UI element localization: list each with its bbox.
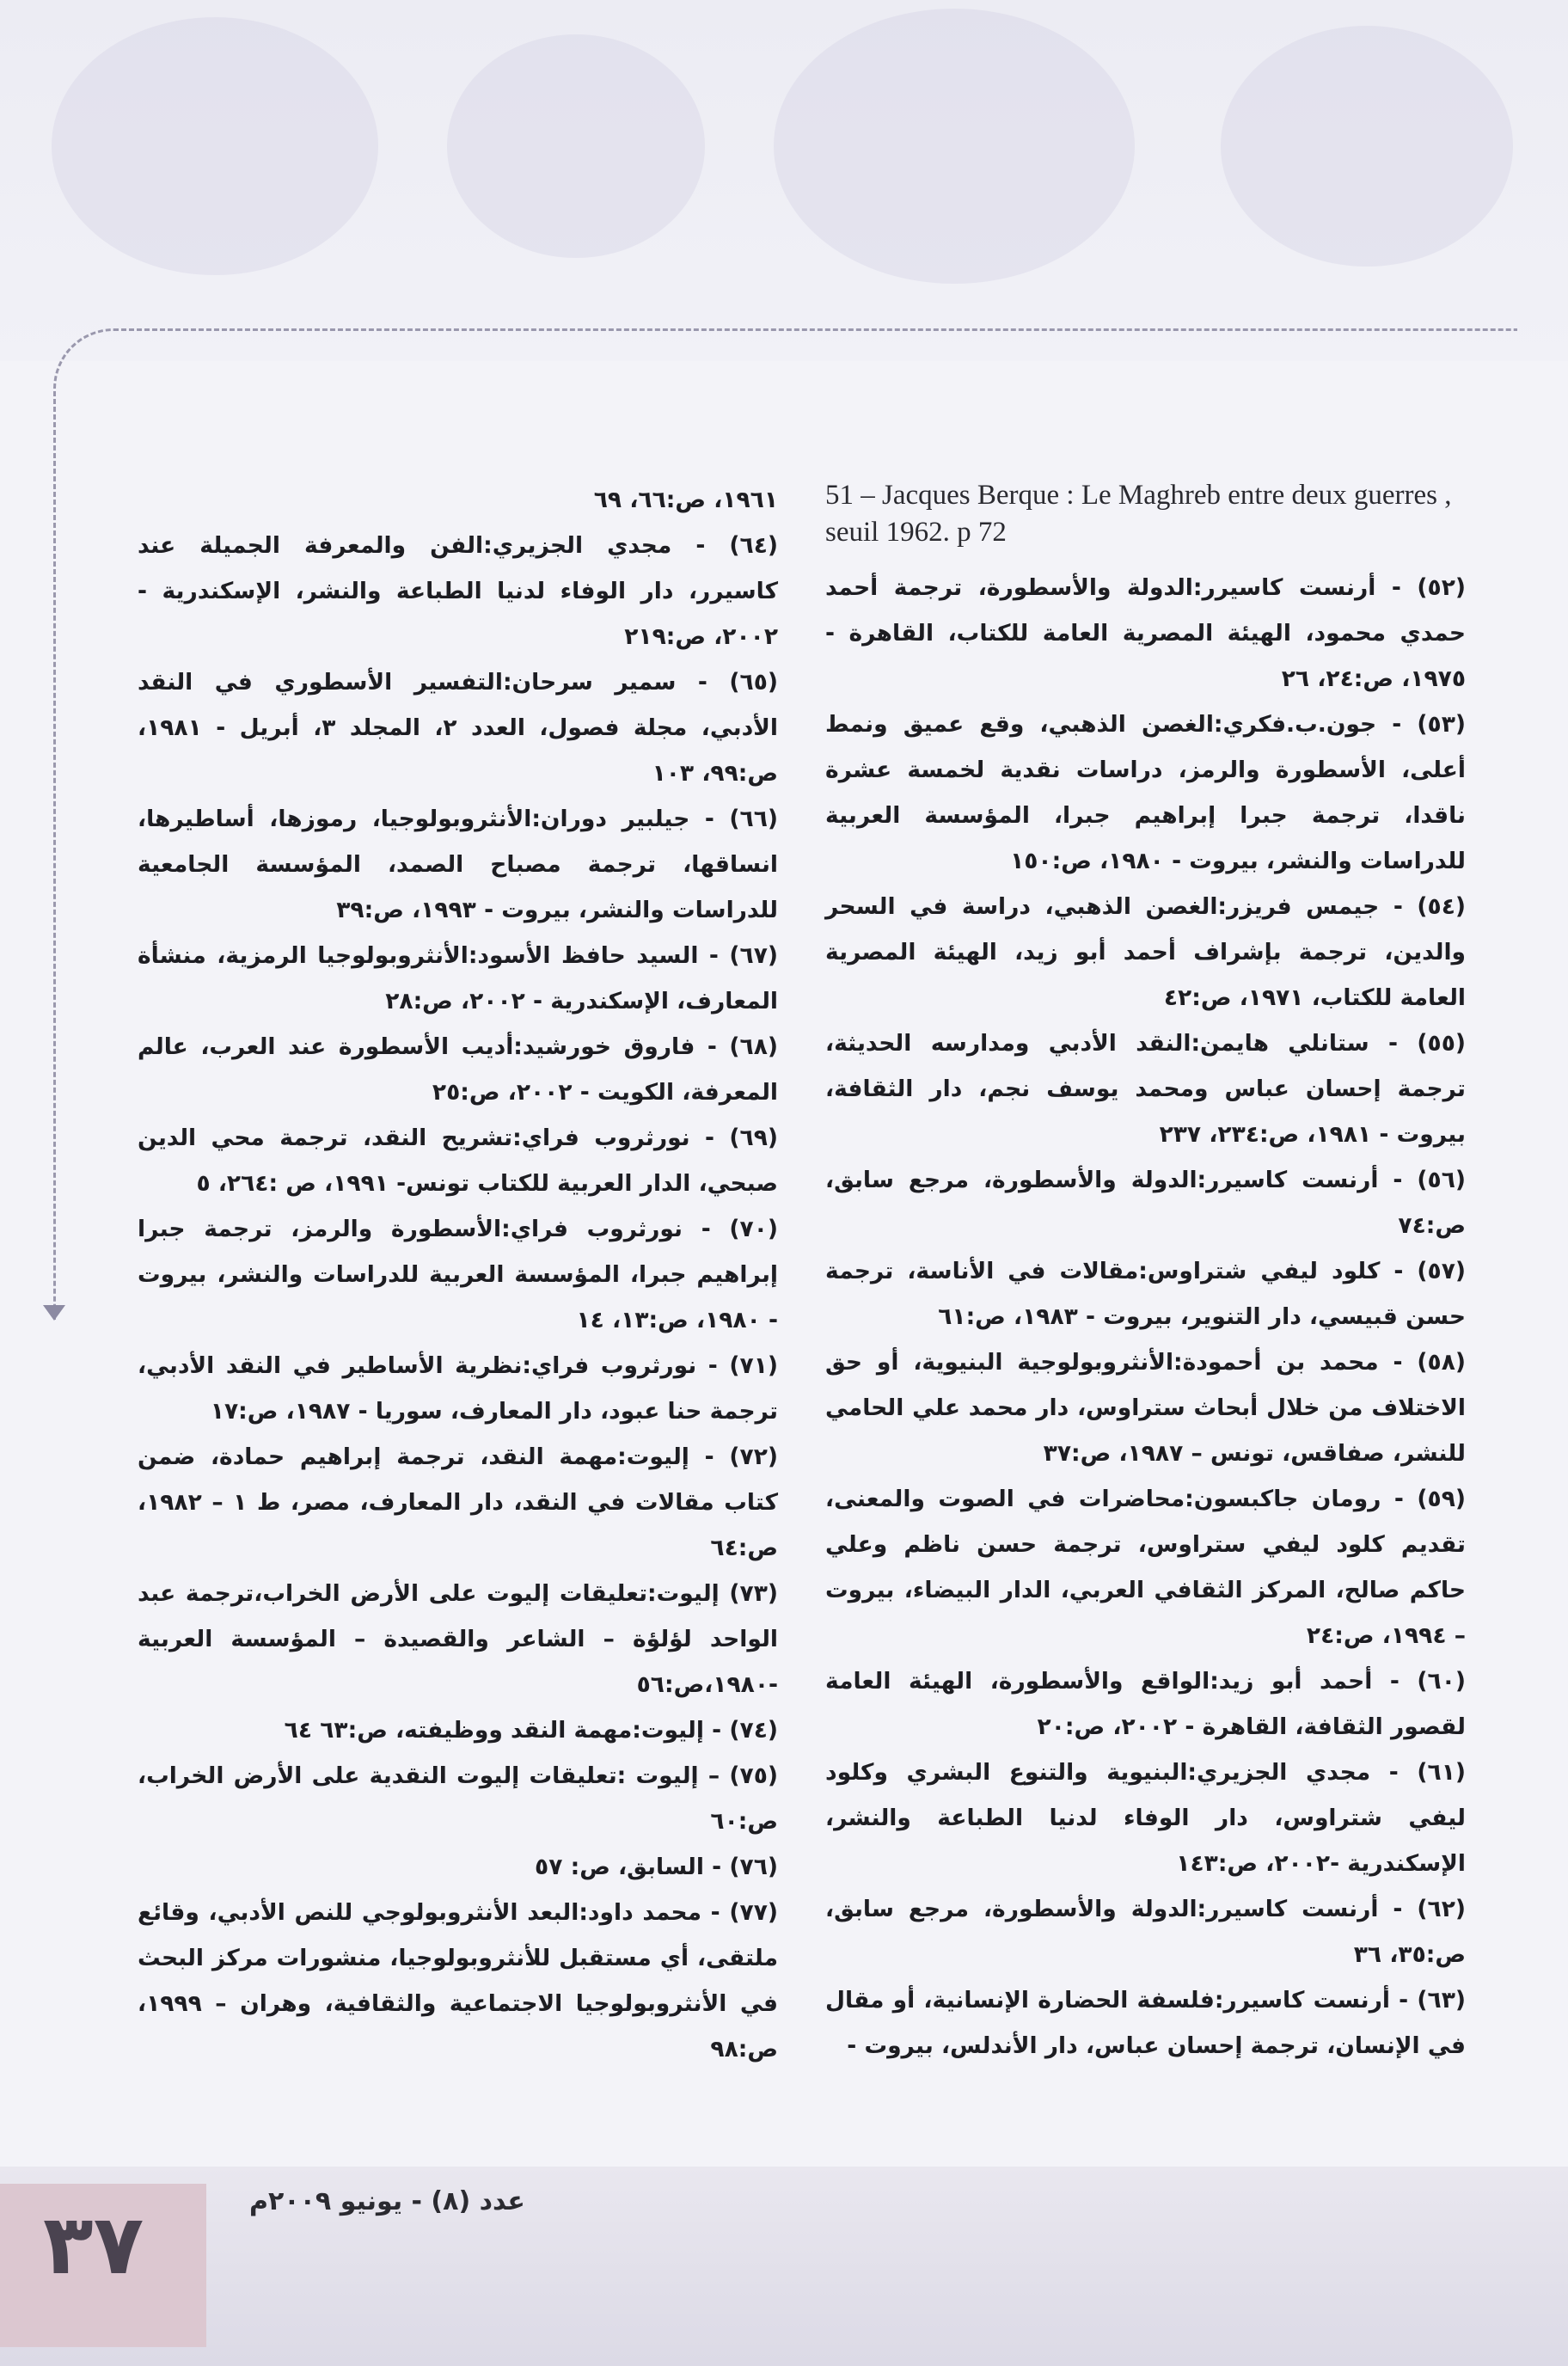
header-watermark (0, 0, 1568, 361)
footnote-entry: (٧٥) – إليوت :تعليقات إليوت النقدية على الأرض الخراب، ص:٦٠ (138, 1762, 778, 1835)
latin-reference: 51 – Jacques Berque : Le Maghreb entre deux guerres , seuil 1962. p 72 (825, 480, 1452, 548)
footnote-entry: ١٩٦١، ص:٦٦، ٦٩ (593, 487, 778, 513)
footer-band (0, 2167, 1568, 2366)
footnote-entry: (٦٨) - فاروق خورشيد:أديب الأسطورة عند العرب، عالم المعرفة، الكويت - ٢٠٠٢، ص:٢٥ (138, 1033, 778, 1106)
footnote-entry: (٥٥) - ستانلي هايمن:النقد الأدبي ومدارسه الحديثة، ترجمة إحسان عباس ومحمد يوسف نجم، دار الثقافة، بيروت - ١٩٨١، ص:٢٣٤، ٢٣٧ (825, 1030, 1466, 1148)
page-number: ٣٧ (43, 2197, 144, 2293)
footnote-entry: (٧٧) - محمد داود:البعد الأنثروبولوجي للنص الأدبي، وقائع ملتقى، أي مستقبل للأنثروبولوجيا، منشورات مركز البحث في الأنثروبولوجيا الاجتماعية والثقافية، وهران – ١٩٩٩، ص:٩٨ (138, 1899, 778, 2063)
footnote-entry: (٦٤) - مجدي الجزيري:الفن والمعرفة الجميلة عند كاسيرر، دار الوفاء لدنيا الطباعة والنشر، الإسكندرية - ٢٠٠٢، ص:٢١٩ (138, 532, 778, 650)
footnote-entry: (٥٣) - جون.ب.فكري:الغصن الذهبي، وقع عميق ونمط أعلى، الأسطورة والرمز، دراسات نقدية لخمسة عشرة ناقدا، ترجمة جبرا إبراهيم جبرا، المؤسسة العربية للدراسات والنشر، بيروت - ١٩٨٠، ص:١٥٠ (825, 711, 1466, 874)
footnote-entry: (٧٠) - نورثروب فراي:الأسطورة والرمز، ترجمة جبرا إبراهيم جبرا، المؤسسة العربية للدراسات والنشر، بيروت - ١٩٨٠، ص:١٣، ١٤ (138, 1216, 778, 1333)
footnote-entry: (٧٢) - إليوت:مهمة النقد، ترجمة إبراهيم حمادة، ضمن كتاب مقالات في النقد، دار المعارف، مصر، ط ١ – ١٩٨٢، ص:٦٤ (138, 1444, 778, 1561)
footnote-entry: (٦٥) - سمير سرحان:التفسير الأسطوري في النقد الأدبي، مجلة فصول، العدد ٢، المجلد ٣، أبريل - ١٩٨١، ص:٩٩، ١٠٣ (138, 669, 778, 787)
watermark-shape (1221, 26, 1513, 267)
footnote-entry: (٧٤) - إليوت:مهمة النقد ووظيفته، ص:٦٣ ٦٤ (284, 1717, 778, 1744)
footnotes-left-column (138, 477, 778, 2072)
footnote-entry: (٥٧) - كلود ليفي شتراوس:مقالات في الأناسة، ترجمة حسن قبيسي، دار التنوير، بيروت - ١٩٨٣، ص:٦١ (825, 1258, 1466, 1330)
footnote-entry: (٦٣) - أرنست كاسيرر:فلسفة الحضارة الإنسانية، أو مقال في الإنسان، ترجمة إحسان عباس، دار الأندلس، بيروت - (825, 1987, 1466, 2059)
footnote-entry: (٧١) - نورثروب فراي:نظرية الأساطير في النقد الأدبي، ترجمة حنا عبود، دار المعارف، سوريا - ١٩٨٧، ص:١٧ (138, 1352, 778, 1425)
footnote-entry: (٥٢) - أرنست كاسيرر:الدولة والأسطورة، ترجمة أحمد حمدي محمود، الهيئة المصرية العامة للكتاب، القاهرة - ١٩٧٥، ص:٢٤، ٢٦ (825, 574, 1466, 692)
footnote-entry: (٦٩) - نورثروب فراي:تشريح النقد، ترجمة محي الدين صبحي، الدار العربية للكتاب تونس- ١٩٩١، ص :٢٦٤، ٥ (138, 1125, 778, 1197)
footnote-entry: (٥٨) - محمد بن أحمودة:الأنثروبولوجية البنيوية، أو حق الاختلاف من خلال أبحاث ستراوس، دار محمد علي الحامي للنشر، صفاقس، تونس – ١٩٨٧، ص:٣٧ (825, 1349, 1466, 1467)
footnote-entry: (٦٦) - جيلبير دوران:الأنثروبولوجيا، رموزها، أساطيرها، انساقها، ترجمة مصباح الصمد، المؤسسة الجامعية للدراسات والنشر، بيروت - ١٩٩٣، ص:٣٩ (138, 806, 778, 923)
footnote-entry: (٦١) - مجدي الجزيري:البنيوية والتنوع البشري وكلود ليفي شتراوس، دار الوفاء لدنيا الطباعة والنشر، الإسكندرية -٢٠٠٢، ص:١٤٣ (825, 1759, 1466, 1877)
watermark-shape (52, 17, 378, 275)
footnotes-right-column (825, 477, 1466, 2069)
footnote-entry: (٥٤) - جيمس فريزر:الغصن الذهبي، دراسة في السحر والدين، ترجمة بإشراف أحمد أبو زيد، الهيئة المصرية العامة للكتاب، ١٩٧١، ص:٤٢ (825, 893, 1466, 1011)
issue-line: عدد (٨) - يونيو ٢٠٠٩م (249, 2186, 525, 2216)
watermark-shape (447, 34, 705, 258)
watermark-shape (774, 9, 1135, 284)
footnote-entry: (٥٩) - رومان جاكبسون:محاضرات في الصوت والمعنى، تقديم كلود ليفي ستراوس، ترجمة حسن ناظم وعلي حاكم صالح، المركز الثقافي العربي، الدار البيضاء، بيروت – ١٩٩٤، ص:٢٤ (825, 1486, 1466, 1649)
arrow-down-icon (43, 1305, 65, 1321)
footnote-entry: (٦٢) - أرنست كاسيرر:الدولة والأسطورة، مرجع سابق، ص:٣٥، ٣٦ (825, 1896, 1466, 1968)
footnote-entry: (٧٦) - السابق، ص: ٥٧ (535, 1854, 778, 1880)
footnote-entry: (٥٦) - أرنست كاسيرر:الدولة والأسطورة، مرجع سابق، ص:٧٤ (825, 1167, 1466, 1239)
footnote-entry: (٧٣) إليوت:تعليقات إليوت على الأرض الخراب،ترجمة عبد الواحد لؤلؤة – الشاعر والقصيدة – المؤسسة العربية -١٩٨٠،ص:٥٦ (138, 1580, 778, 1698)
footnote-entry: (٦٧) - السيد حافظ الأسود:الأنثروبولوجيا الرمزية، منشأة المعارف، الإسكندرية - ٢٠٠٢، ص:٢٨ (138, 942, 778, 1014)
footnote-entry: (٦٠) - أحمد أبو زيد:الواقع والأسطورة، الهيئة العامة لقصور الثقافة، القاهرة - ٢٠٠٢، ص:٢٠ (825, 1668, 1466, 1740)
